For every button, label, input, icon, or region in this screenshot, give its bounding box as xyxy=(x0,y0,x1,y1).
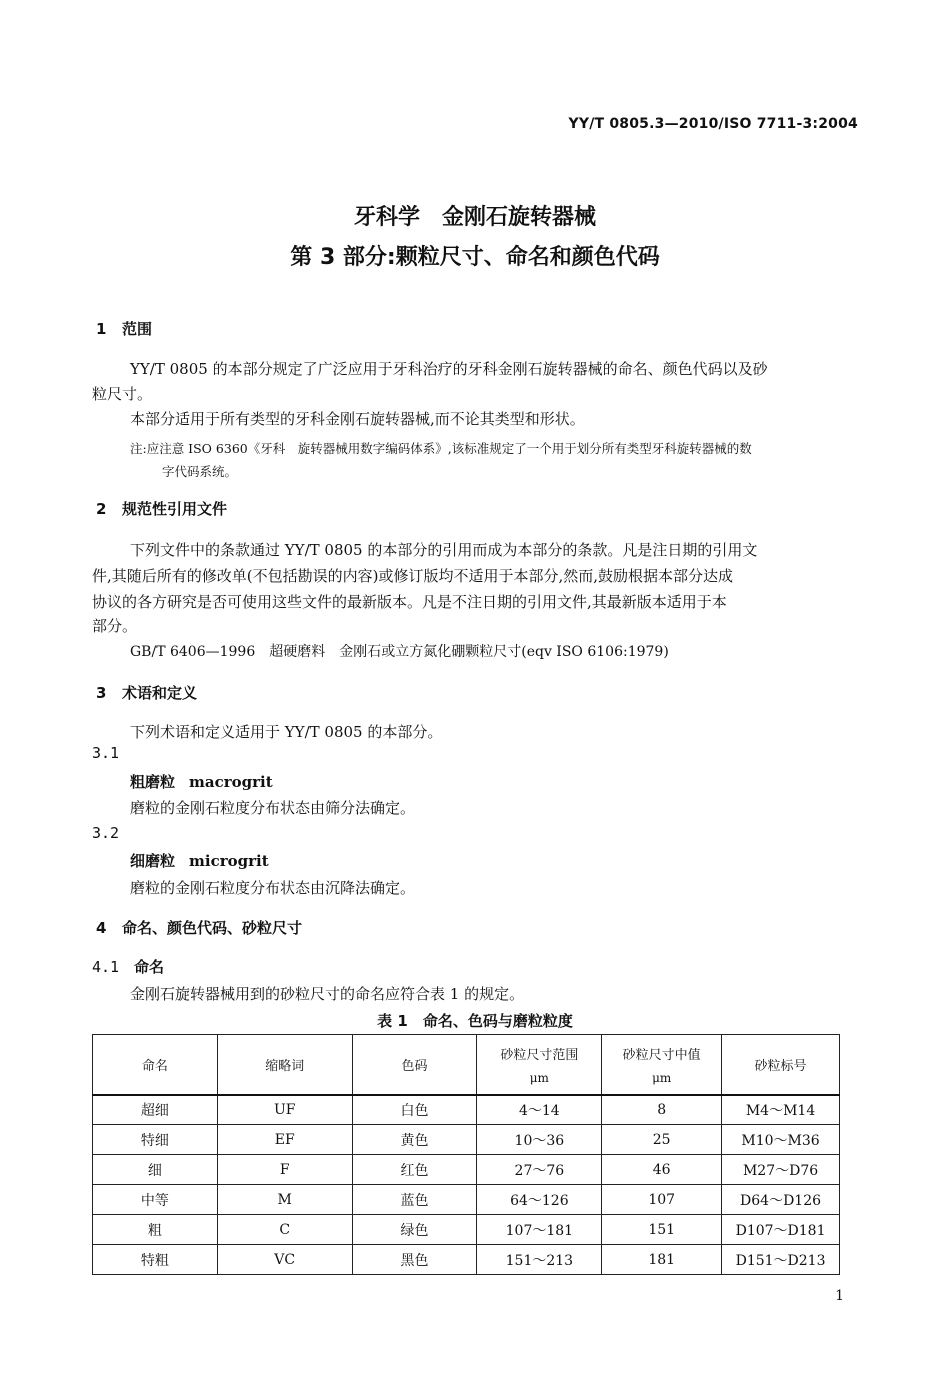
section-1-para1-line2: 粒尺寸。 xyxy=(92,385,153,403)
section-3-heading xyxy=(96,682,197,703)
section-2-heading xyxy=(96,498,227,519)
section-2-para-line2: 件,其随后所有的修改单(不包括勘误的内容)或修订版均不适用于本部分,然而,鼓励根据本部分达成 xyxy=(92,567,734,585)
cell-mark: D151～D213 xyxy=(722,1245,840,1275)
term-en: macrogrit xyxy=(189,773,273,791)
term-name xyxy=(130,850,269,871)
cell-median: 25 xyxy=(602,1125,722,1155)
cell-median: 46 xyxy=(602,1155,722,1185)
header-name: 命名 xyxy=(93,1035,218,1095)
cell-median: 181 xyxy=(602,1245,722,1275)
cell-name: 细 xyxy=(93,1155,218,1185)
cell-color: 红色 xyxy=(352,1155,477,1185)
cell-range: 151～213 xyxy=(477,1245,602,1275)
table-caption: 表 1 命名、色码与磨粒粒度 xyxy=(377,1012,573,1030)
term-number: 3.1 xyxy=(92,744,120,762)
cell-abbr: F xyxy=(217,1155,352,1185)
document-title-line1: 牙科学 金刚石旋转器械 xyxy=(353,205,596,230)
section-3-intro: 下列术语和定义适用于 YY/T 0805 的本部分。 xyxy=(130,723,443,741)
term-definition: 磨粒的金刚石粒度分布状态由沉降法确定。 xyxy=(130,879,416,897)
header-mark: 砂粒标号 xyxy=(722,1035,840,1095)
header-color: 色码 xyxy=(352,1035,477,1095)
table-row xyxy=(93,1185,840,1215)
cell-color: 蓝色 xyxy=(352,1185,477,1215)
term-en: microgrit xyxy=(189,852,269,870)
header-median-label: 砂粒尺寸中值 xyxy=(622,1047,701,1063)
cell-median: 107 xyxy=(602,1185,722,1215)
table-row xyxy=(93,1215,840,1245)
section-1-note-line2: 字代码系统。 xyxy=(162,464,238,479)
section-1-note-line1: 注:应注意 ISO 6360《牙科 旋转器械用数字编码体系》,该标准规定了一个用于划分所有类型牙科旋转器械的数 xyxy=(130,441,752,456)
section-1-heading xyxy=(96,318,152,339)
table-row xyxy=(93,1125,840,1155)
header-range-unit: μm xyxy=(529,1070,549,1085)
header-median xyxy=(602,1035,722,1095)
table-row xyxy=(93,1155,840,1185)
section-2-para-line1: 下列文件中的条款通过 YY/T 0805 的本部分的引用而成为本部分的条款。凡是注日期的引用文 xyxy=(130,541,758,559)
cell-abbr: EF xyxy=(217,1125,352,1155)
cell-mark: M4～M14 xyxy=(722,1095,840,1125)
section-2-para-line3: 协议的各方研究是否可使用这些文件的最新版本。凡是不注日期的引用文件,其最新版本适用于本 xyxy=(92,593,727,611)
grit-table xyxy=(92,1034,840,1275)
header-abbr: 缩略词 xyxy=(217,1035,352,1095)
section-1-title: 范围 xyxy=(122,320,153,338)
cell-abbr: M xyxy=(217,1185,352,1215)
subsection-4-1-number: 4.1 xyxy=(92,958,120,976)
term-definition: 磨粒的金刚石粒度分布状态由筛分法确定。 xyxy=(130,799,416,817)
term-zh: 细磨粒 xyxy=(130,852,176,870)
cell-mark: D107～D181 xyxy=(722,1215,840,1245)
document-title-line2: 第 3 部分:颗粒尺寸、命名和颜色代码 xyxy=(290,245,660,270)
header-range xyxy=(477,1035,602,1095)
section-2-number: 2 xyxy=(96,500,107,518)
cell-name: 粗 xyxy=(93,1215,218,1245)
cell-range: 10～36 xyxy=(477,1125,602,1155)
subsection-4-1-title: 命名 xyxy=(134,958,165,976)
term-number: 3.2 xyxy=(92,824,120,842)
cell-mark: M10～M36 xyxy=(722,1125,840,1155)
section-4-number: 4 xyxy=(96,919,107,937)
cell-name: 特粗 xyxy=(93,1245,218,1275)
section-3-title: 术语和定义 xyxy=(122,684,198,702)
section-1-para2: 本部分适用于所有类型的牙科金刚石旋转器械,而不论其类型和形状。 xyxy=(130,410,585,428)
cell-color: 黑色 xyxy=(352,1245,477,1275)
cell-mark: D64～D126 xyxy=(722,1185,840,1215)
cell-range: 27～76 xyxy=(477,1155,602,1185)
cell-median: 8 xyxy=(602,1095,722,1125)
table-row xyxy=(93,1095,840,1125)
header-range-label: 砂粒尺寸范围 xyxy=(500,1047,579,1063)
term-zh: 粗磨粒 xyxy=(130,773,176,791)
cell-name: 特细 xyxy=(93,1125,218,1155)
cell-color: 白色 xyxy=(352,1095,477,1125)
cell-name: 超细 xyxy=(93,1095,218,1125)
section-1-number: 1 xyxy=(96,320,107,338)
cell-color: 黄色 xyxy=(352,1125,477,1155)
subsection-4-1-heading xyxy=(92,956,164,977)
table-row xyxy=(93,1245,840,1275)
section-4-heading xyxy=(96,917,302,938)
cell-name: 中等 xyxy=(93,1185,218,1215)
standard-code: YY/T 0805.3—2010/ISO 7711-3:2004 xyxy=(568,116,858,132)
cell-mark: M27～D76 xyxy=(722,1155,840,1185)
cell-range: 107～181 xyxy=(477,1215,602,1245)
section-1-para1-line1: YY/T 0805 的本部分规定了广泛应用于牙科治疗的牙科金刚石旋转器械的命名、颜色代码以及砂 xyxy=(130,360,768,378)
table-header-row xyxy=(93,1035,840,1095)
cell-median: 151 xyxy=(602,1215,722,1245)
cell-range: 64～126 xyxy=(477,1185,602,1215)
subsection-4-1-text: 金刚石旋转器械用到的砂粒尺寸的命名应符合表 1 的规定。 xyxy=(130,985,525,1003)
cell-abbr: C xyxy=(217,1215,352,1245)
section-2-title: 规范性引用文件 xyxy=(122,500,228,518)
section-4-title: 命名、颜色代码、砂粒尺寸 xyxy=(122,919,303,937)
page-number: 1 xyxy=(835,1288,844,1304)
term-name xyxy=(130,771,273,792)
section-3-number: 3 xyxy=(96,684,107,702)
cell-color: 绿色 xyxy=(352,1215,477,1245)
section-2-reference: GB/T 6406—1996 超硬磨料 金刚石或立方氮化硼颗粒尺寸(eqv ISO 6106:1979) xyxy=(130,644,669,660)
cell-abbr: VC xyxy=(217,1245,352,1275)
cell-range: 4～14 xyxy=(477,1095,602,1125)
section-2-para-line4: 部分。 xyxy=(92,617,138,635)
cell-abbr: UF xyxy=(217,1095,352,1125)
header-median-unit: μm xyxy=(652,1070,672,1085)
